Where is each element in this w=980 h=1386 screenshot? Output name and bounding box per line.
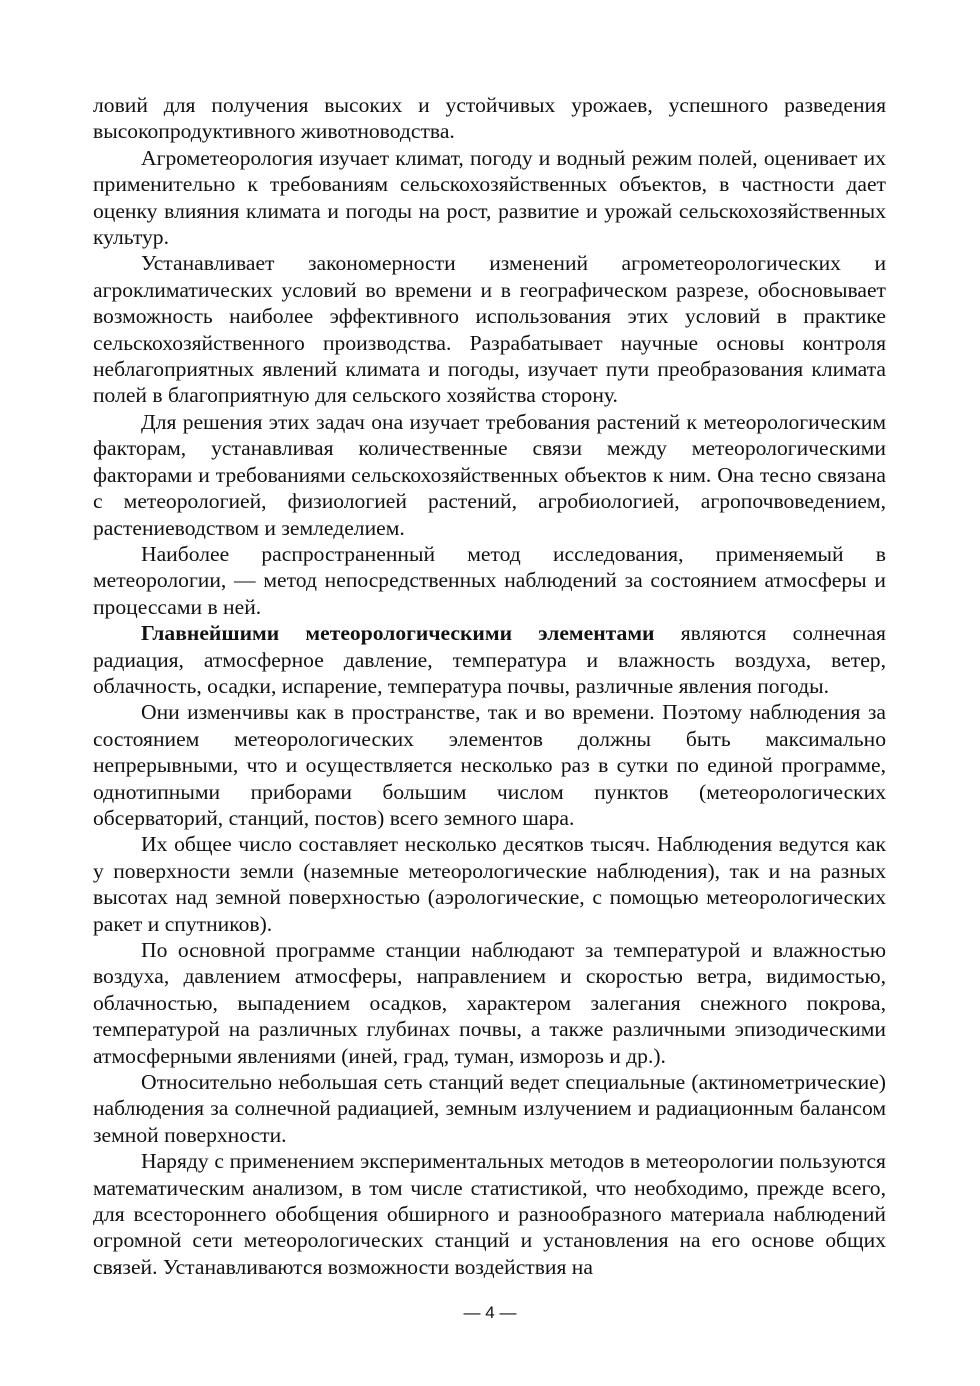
paragraph-2 [93, 145, 886, 251]
paragraph-1-text: ловий для получения высоких и устойчивых урожаев, успешного разведения высокопродуктивного животноводства. [93, 93, 886, 144]
paragraph-3-text: Устанавливает закономерности изменений агрометеорологических и агроклиматических условий во времени и в географическом разрезе, обосновывает возможность наиболее эффективного использования этих условий в практике сельскохозяйственного производства. Разрабатывает научные основы контроля неблагоприятных явлений климата и погоды, изучает пути преобразования климата полей в благоприятную для сельского хозяйства сторону. [93, 251, 886, 408]
paragraph-11-text: Наряду с применением экспериментальных методов в метеорологии пользуются математическим анализом, в том числе статистикой, что необходимо, прежде всего, для всестороннего обобщения обширного и разнообразного материала наблюдений огромной сети метеорологических станций и установления на его основе общих связей. Устанавливаются возможности воздействия на [93, 1149, 886, 1279]
paragraph-7-text: Они изменчивы как в пространстве, так и во времени. Поэтому наблюдения за состоянием метеорологических элементов должны быть максимально непрерывными, что и осуществляется несколько раз в сутки по единой программе, однотипными приборами большим числом пунктов (метеорологических обсерваторий, станций, постов) всего земного шара. [93, 700, 886, 830]
paragraph-8-text: Их общее число составляет несколько десятков тысяч. Наблюдения ведутся как у поверхности земли (наземные метеорологические наблюдения), так и на разных высотах над земной поверхностью (аэрологические, с помощью метеорологических ракет и спутников). [93, 832, 886, 936]
paragraph-9 [93, 937, 886, 1069]
paragraph-11 [93, 1148, 886, 1280]
page-number: — 4 — [463, 1303, 517, 1322]
paragraph-10 [93, 1069, 886, 1148]
paragraph-1 [93, 92, 886, 145]
paragraph-4 [93, 409, 886, 541]
paragraph-6 [93, 620, 886, 699]
paragraph-4-text: Для решения этих задач она изучает требования растений к метеорологическим факторам, устанавливая количественные связи между метеорологическими факторами и требованиями сельскохозяйственных объектов к ним. Она тесно связана с метеорологией, физиологией растений, агробиологией, агропочвоведением, растениеводством и земледелием. [93, 409, 886, 540]
paragraph-6-bold-term: Главнейшими метеорологическими элементами [141, 621, 655, 646]
paragraph-7 [93, 699, 886, 831]
paragraph-2-text: Агрометеорология изучает климат, погоду и водный режим полей, оценивает их применительно к требованиям сельскохозяйственных объектов, в частности дает оценку влияния климата и погоды на рост, развитие и урожай сельскохозяйственных культур. [93, 145, 886, 250]
paragraph-9-text: По основной программе станции наблюдают за температурой и влажностью воздуха, давлением атмосферы, направлением и скоростью ветра, видимостью, облачностью, выпадением осадков, характером залегания снежного покрова, температурой на различных глубинах почвы, а также различными эпизодическими атмосферными явлениями (иней, град, туман, изморозь и др.). [93, 938, 886, 1068]
paragraph-6-text: являются солнечная радиация, атмосферное давление, температура и влажность воздуха, ветер, облачность, осадки, испарение, температура почвы, различные явления погоды. [93, 621, 886, 698]
paragraph-3 [93, 250, 886, 408]
paragraph-5 [93, 541, 886, 620]
paragraph-8 [93, 831, 886, 937]
paragraph-10-text: Относительно небольшая сеть станций ведет специальные (актинометрические) наблюдения за солнечной радиацией, земным излучением и радиационным балансом земной поверхности. [93, 1070, 886, 1147]
paragraph-5-text: Наиболее распространенный метод исследования, применяемый в метеорологии, — метод непосредственных наблюдений за состоянием атмосферы и процессами в ней. [93, 541, 886, 619]
page-body [93, 92, 886, 1280]
